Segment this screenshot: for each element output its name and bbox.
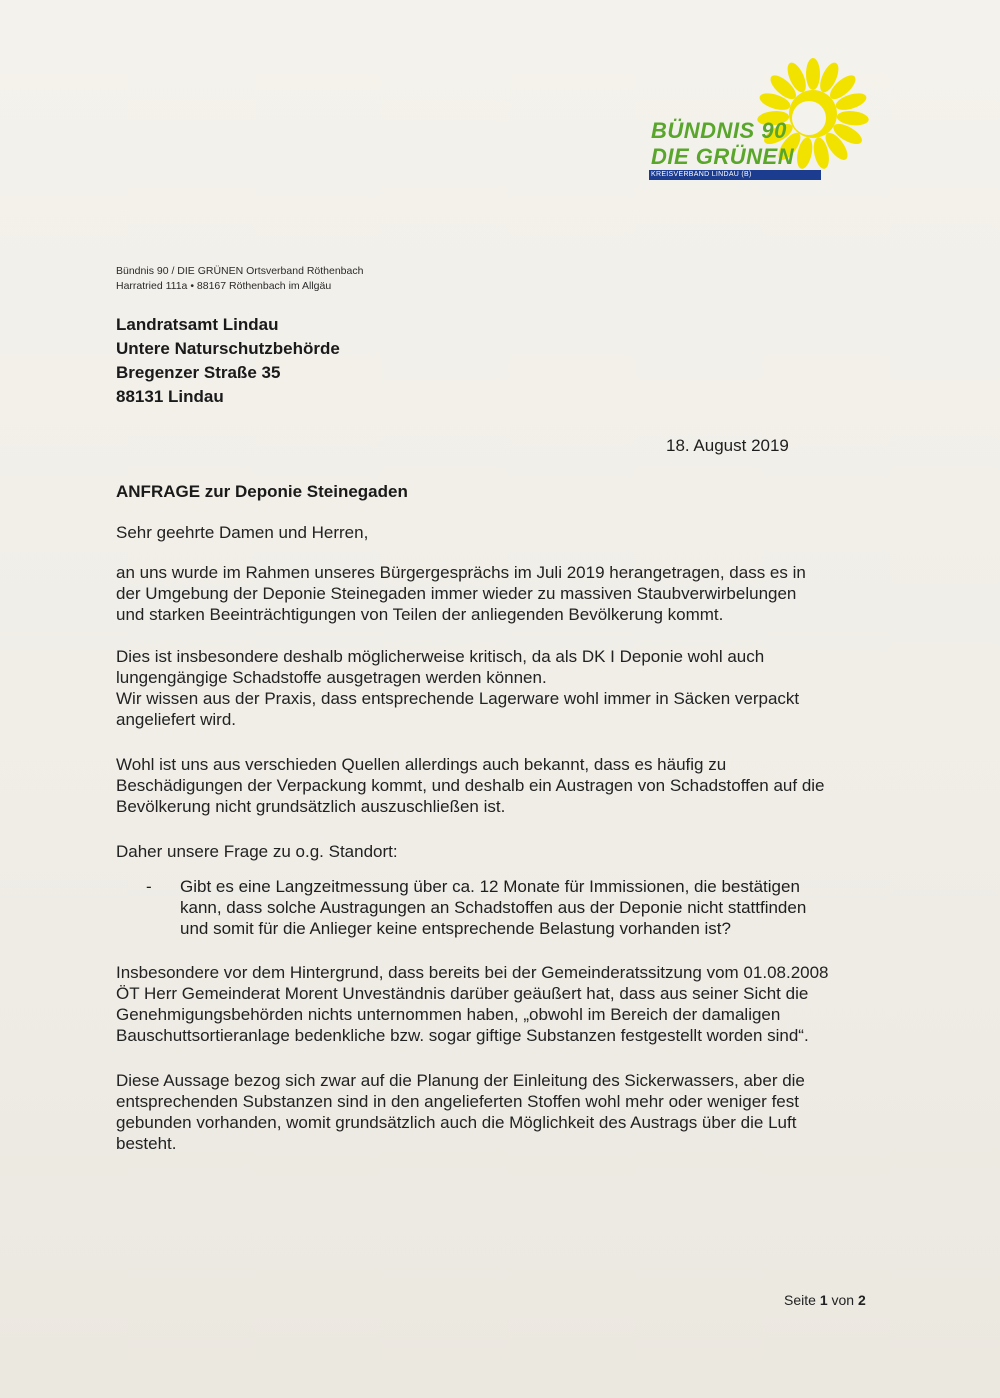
bullet-dash: -	[146, 877, 152, 896]
text-line: angeliefert wird.	[116, 710, 237, 729]
recipient-line-1: Landratsamt Lindau	[116, 315, 279, 334]
sender-line-2: Harratried 111a • 88167 Röthenbach im Allgäu	[116, 280, 332, 292]
paragraph-1	[116, 562, 876, 625]
recipient-line-2: Untere Naturschutzbehörde	[116, 339, 340, 358]
sender-line-1: Bündnis 90 / DIE GRÜNEN Ortsverband Röthenbach	[116, 265, 364, 277]
recipient-line-3: Bregenzer Straße 35	[116, 363, 281, 382]
text-line: Dies ist insbesondere deshalb möglicherweise kritisch, da als DK I Deponie wohl auch	[116, 647, 765, 666]
text-line: Gibt es eine Langzeitmessung über ca. 12 Monate für Immissionen, die bestätigen	[180, 877, 800, 896]
recipient-address	[116, 313, 340, 409]
paragraph-4: Daher unsere Frage zu o.g. Standort:	[116, 842, 398, 861]
text-line: Genehmigungsbehörden nichts unternommen haben, „obwohl im Bereich der damaligen	[116, 1005, 781, 1024]
text-line: Bauschuttsortieranlage bedenkliche bzw. sogar giftige Substanzen festgestellt worden sind“.	[116, 1026, 809, 1045]
salutation: Sehr geehrte Damen und Herren,	[116, 523, 369, 542]
paragraph-6	[116, 1070, 876, 1154]
text-line: ÖT Herr Gemeinderat Morent Unveständnis darüber geäußert hat, dass aus seiner Sicht die	[116, 984, 809, 1003]
page-number	[784, 1292, 866, 1308]
current-page: 1	[819, 1292, 828, 1308]
party-logo	[645, 58, 875, 188]
text-line: entsprechenden Substanzen sind in den angelieferten Stoffen wohl mehr oder weniger fest	[116, 1092, 799, 1111]
text-line: lungengängige Schadstoffe ausgetragen werden können.	[116, 668, 547, 687]
text-line: Wir wissen aus der Praxis, dass entsprechende Lagerware wohl immer in Säcken verpackt	[116, 689, 800, 708]
text-line: Wohl ist uns aus verschieden Quellen allerdings auch bekannt, dass es häufig zu	[116, 755, 727, 774]
logo-subline: KREISVERBAND LINDAU (B)	[651, 171, 752, 178]
letter-date: 18. August 2019	[666, 436, 789, 455]
total-pages: 2	[857, 1292, 866, 1308]
letter-subject: ANFRAGE zur Deponie Steinegaden	[116, 482, 408, 501]
text-line: Insbesondere vor dem Hintergrund, dass bereits bei der Gemeinderatssitzung vom 01.08.2008	[116, 963, 829, 982]
page-of-label: von	[831, 1292, 855, 1308]
text-line: gebunden vorhanden, womit grundsätzlich auch die Möglichkeit des Austrags über die Luft	[116, 1113, 797, 1132]
sender-address	[116, 264, 363, 294]
paragraph-5	[116, 962, 876, 1046]
text-line: der Umgebung der Deponie Steinegaden immer wieder zu massiven Staubverwirbelungen	[116, 584, 797, 603]
text-line: kann, dass solche Austragungen an Schadstoffen aus der Deponie nicht stattfinden	[180, 898, 807, 917]
paragraph-2	[116, 646, 876, 730]
text-line: und somit für die Anlieger keine entsprechende Belastung vorhanden ist?	[180, 919, 731, 938]
logo-line-2: DIE GRÜNEN	[651, 144, 795, 169]
text-line: Bevölkerung nicht grundsätzlich auszuschließen ist.	[116, 797, 506, 816]
text-line: und starken Beeinträchtigungen von Teilen der anliegenden Bevölkerung kommt.	[116, 605, 724, 624]
recipient-line-4: 88131 Lindau	[116, 387, 224, 406]
text-line: an uns wurde im Rahmen unseres Bürgergesprächs im Juli 2019 herangetragen, dass es in	[116, 563, 806, 582]
text-line: besteht.	[116, 1134, 177, 1153]
logo-line-1: BÜNDNIS 90	[651, 118, 787, 143]
page-label: Seite	[784, 1292, 816, 1308]
bullet-text	[180, 876, 880, 939]
text-line: Diese Aussage bezog sich zwar auf die Planung der Einleitung des Sickerwassers, aber die	[116, 1071, 805, 1090]
text-line: Beschädigungen der Verpackung kommt, und deshalb ein Austragen von Schadstoffen auf die	[116, 776, 825, 795]
paragraph-3	[116, 754, 876, 817]
